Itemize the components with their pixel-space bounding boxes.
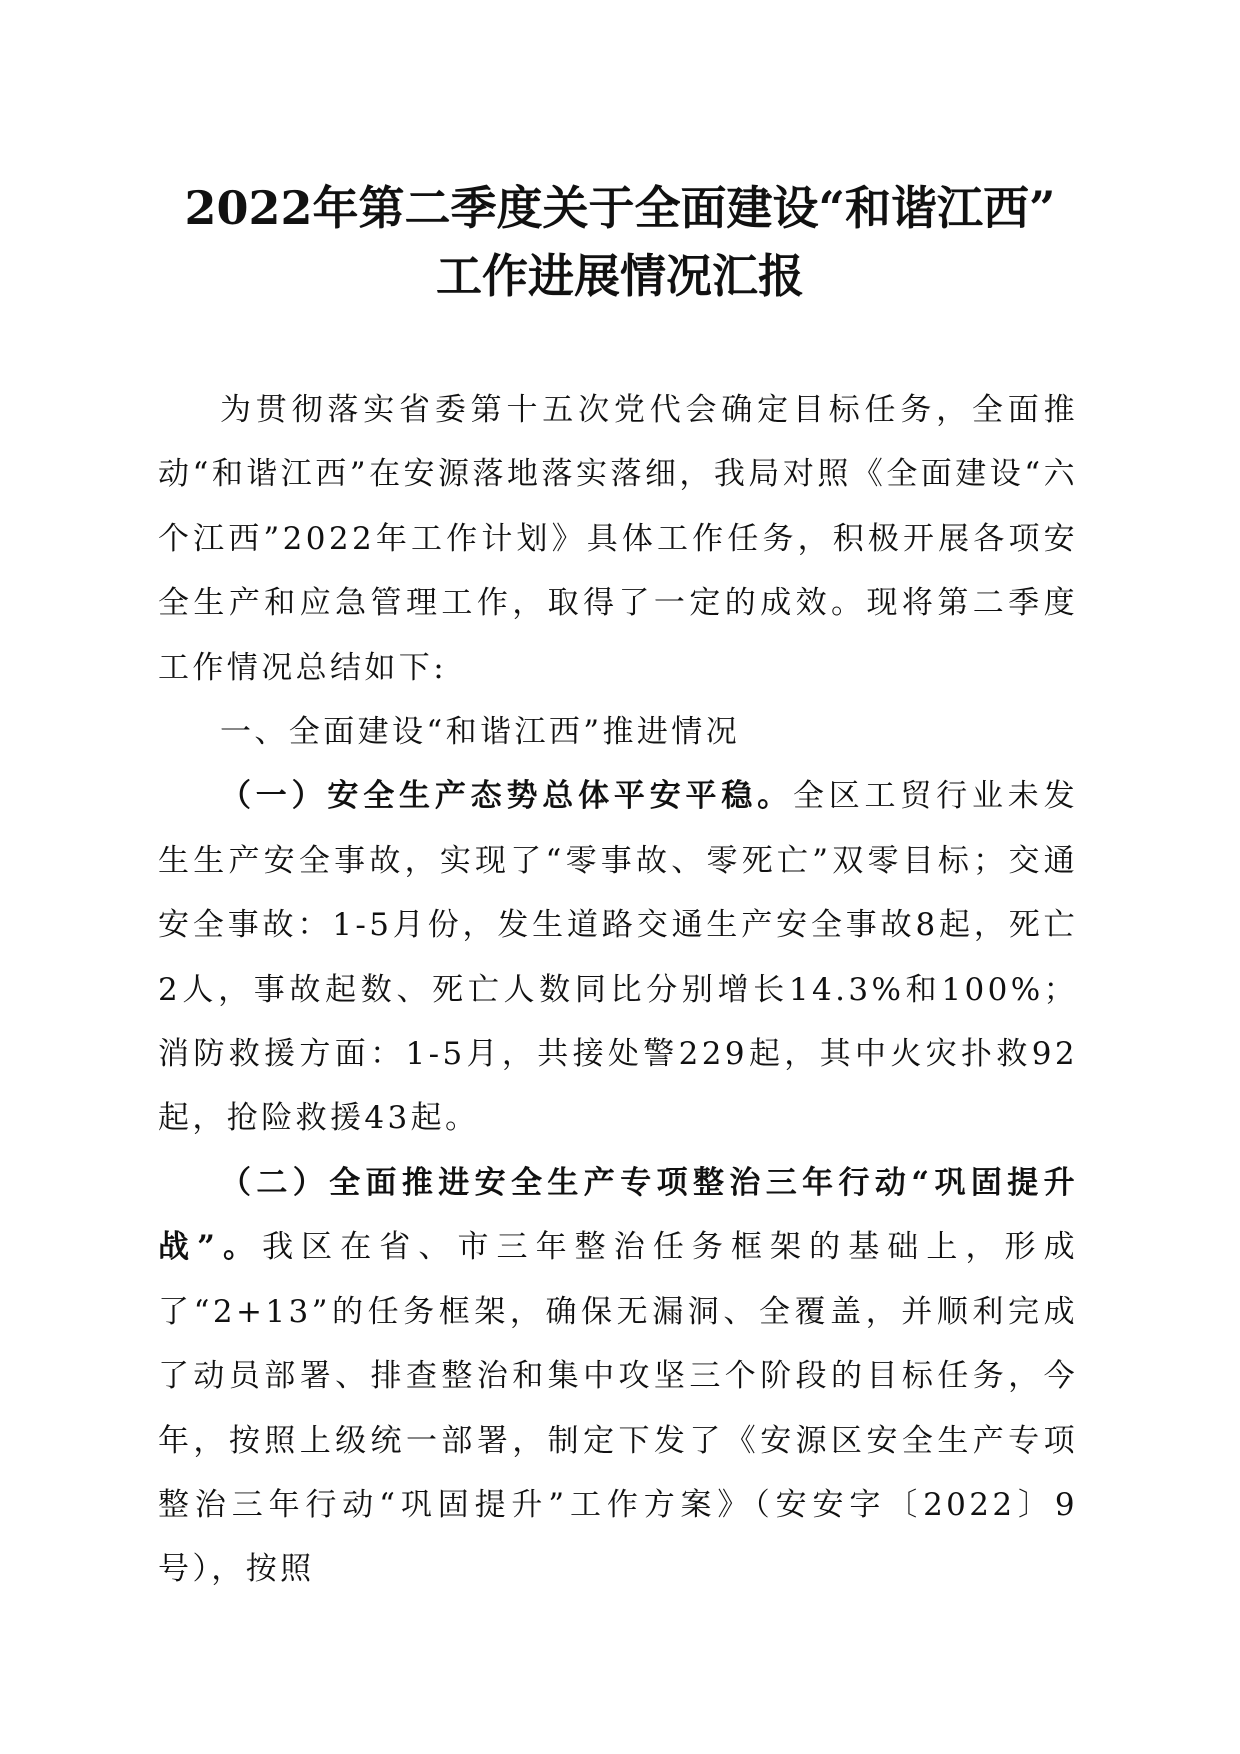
item-2-text: 我区在省、市三年整治任务框架的基础上，形成了“2+13”的任务框架，确保无漏洞、全覆盖，并顺利完成了动员部署、排查整治和集中攻坚三个阶段的目标任务，今年，按照上级统一部署，制定下发了《安源区安全生产专项整治三年行动“巩固提升”工作方案》（安安字〔2022〕9号），按照 xyxy=(158,1229,1078,1588)
document-title-line-2: 工作进展情况汇报 xyxy=(436,249,804,303)
document-body xyxy=(158,378,1078,1602)
document-title-line-1: 2022年第二季度关于全面建设“和谐江西” xyxy=(184,181,1056,235)
item-2-heading: （二）全面推进安全生产专项整治三年行动“巩固提升战”。 xyxy=(158,1164,1078,1266)
section-1-heading: 一、全面建设“和谐江西”推进情况 xyxy=(220,714,741,751)
item-2-paragraph xyxy=(158,1151,1078,1602)
item-1-heading: （一）安全生产态势总体平安平稳。 xyxy=(220,778,793,815)
item-1-paragraph xyxy=(158,764,1078,1150)
item-1-text: 全区工贸行业未发生生产安全事故，实现了“零事故、零死亡”双零目标；交通安全事故：1-5月份，发生道路交通生产安全事故8起，死亡2人，事故起数、死亡人数同比分别增长14.3%和100%；消防救援方面：1-5月，共接处警229起，其中火灾扑救92起，抢险救援43起。 xyxy=(158,778,1078,1137)
intro-paragraph: 为贯彻落实省委第十五次党代会确定目标任务，全面推动“和谐江西”在安源落地落实落细，我局对照《全面建设“六个江西”2022年工作计划》具体工作任务，积极开展各项安全生产和应急管理工作，取得了一定的成效。现将第二季度工作情况总结如下: xyxy=(158,392,1078,686)
